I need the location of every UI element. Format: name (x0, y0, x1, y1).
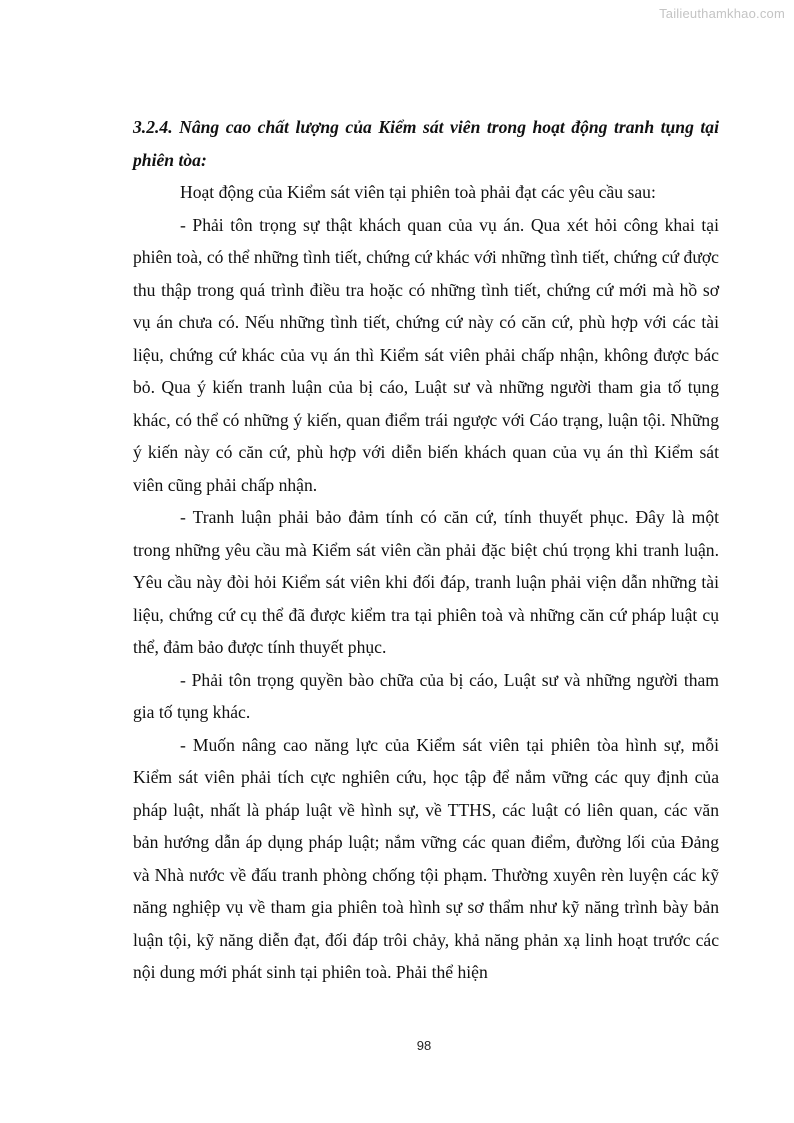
section-heading: 3.2.4. Nâng cao chất lượng của Kiểm sát viên trong hoạt động tranh tụng tại phiên tòa: (133, 117, 719, 170)
paragraph: - Phải tôn trọng quyền bào chữa của bị cáo, Luật sư và những người tham gia tố tụng khác. (133, 669, 719, 722)
paragraph: - Muốn nâng cao năng lực của Kiểm sát viên tại phiên tòa hình sự, mỗi Kiểm sát viên phải tích cực nghiên cứu, học tập để nắm vững các quy định của pháp luật, nhất là pháp luật về hình sự, về TTHS, các luật có liên quan, các văn bản hướng dẫn áp dụng pháp luật; nắm vững các quan điểm, đường lối của Đảng và Nhà nước về đấu tranh phòng chống tội phạm. Thường xuyên rèn luyện các kỹ năng nghiệp vụ về tham gia phiên toà hình sự sơ thẩm như kỹ năng trình bày bản luận tội, kỹ năng diễn đạt, đối đáp trôi chảy, khả năng phản xạ linh hoạt trước các nội dung mới phát sinh tại phiên toà. Phải thể hiện (133, 734, 719, 982)
paragraph: - Tranh luận phải bảo đảm tính có căn cứ, tính thuyết phục. Đây là một trong những yêu cầu mà Kiểm sát viên cần phải đặc biệt chú trọng khi tranh luận. Yêu cầu này đòi hỏi Kiểm sát viên khi đối đáp, tranh luận phải viện dẫn những tài liệu, chứng cứ cụ thể đã được kiểm tra tại phiên toà và những căn cứ pháp luật cụ thể, đảm bảo được tính thuyết phục. (133, 507, 719, 657)
paragraph: - Phải tôn trọng sự thật khách quan của vụ án. Qua xét hỏi công khai tại phiên toà, có thể những tình tiết, chứng cứ khác với những tình tiết, chứng cứ được thu thập trong quá trình điều tra hoặc có những tình tiết, chứng cứ mới mà hồ sơ vụ án chưa có. Nếu những tình tiết, chứng cứ này có căn cứ, phù hợp với các tài liệu, chứng cứ khác của vụ án thì Kiểm sát viên phải chấp nhận, không được bác bỏ. Qua ý kiến tranh luận của bị cáo, Luật sư và những người tham gia tố tụng khác, có thể có những ý kiến, quan điểm trái ngược với Cáo trạng, luận tội. Những ý kiến này có căn cứ, phù hợp với diễn biến khách quan của vụ án thì Kiểm sát viên cũng phải chấp nhận. (133, 214, 719, 495)
document-body (133, 111, 719, 989)
page-number: 98 (416, 1038, 432, 1053)
paragraph: Hoạt động của Kiểm sát viên tại phiên toà phải đạt các yêu cầu sau: (180, 182, 656, 202)
watermark: Tailieuthamkhao.com (659, 6, 785, 21)
